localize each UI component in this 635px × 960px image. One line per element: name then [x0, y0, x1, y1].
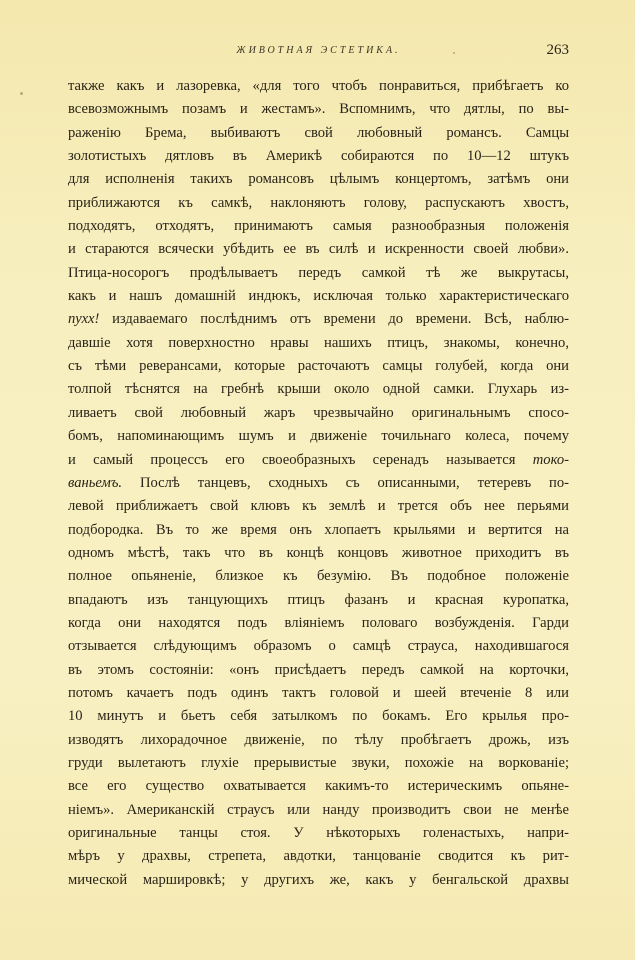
text-line	[68, 775, 569, 798]
text-segment: также какъ и лазоревка, «для того чтобъ понравиться, прибѣгаетъ ко	[68, 78, 569, 94]
text-segment: раженію Брема, выбиваютъ свой любовный романсъ. Самцы	[68, 124, 569, 141]
text-line	[68, 612, 569, 635]
text-line	[68, 402, 569, 425]
paper-speck	[20, 92, 23, 95]
text-segment: груди вылетаютъ глухіе прерывистые звуки, похожіе на воркованіе;	[68, 754, 569, 771]
text-segment: изводятъ лихорадочное движеніе, по тѣлу пробѣгаетъ дрожь, изъ	[68, 731, 569, 748]
text-segment: давшіе хотя поверхностно нравы нашихъ птицъ, знакомы, конечно,	[68, 334, 569, 351]
text-line	[68, 355, 569, 378]
text-line	[68, 472, 569, 495]
text-line	[68, 215, 569, 238]
text-line	[68, 845, 569, 868]
text-segment: полное опьяненіе, близкое къ безумію. Въ подобное положеніе	[68, 568, 569, 585]
text-line	[68, 98, 569, 121]
text-segment: Послѣ танцевъ, сходныхъ съ описанными, тетеревъ по-	[122, 474, 569, 491]
text-line	[68, 635, 569, 658]
text-segment: всевозможнымъ позамъ и жестамъ». Вспомнимъ, что дятлы, по вы-	[68, 101, 569, 118]
text-line	[68, 75, 569, 98]
text-segment: ніемъ». Американскій страусъ или нанду производитъ свои не менѣе	[68, 801, 569, 818]
text-line	[68, 659, 569, 682]
text-line	[68, 565, 569, 588]
text-segment: подбородка. Въ то же время онъ хлопаетъ крыльями и вертится на	[68, 521, 569, 538]
text-segment: для исполненія такихъ романсовъ цѣлымъ концертомъ, затѣмъ они	[68, 171, 569, 188]
text-segment: оригинальные танцы стоя. У нѣкоторыхъ голенастыхъ, напри-	[68, 825, 569, 841]
text-segment: и стараются всячески убѣдить ее въ силѣ и искренности своей любви».	[68, 241, 569, 258]
text-line	[68, 752, 569, 775]
text-segment: ливаетъ свой любовный жаръ чрезвычайно оригинальнымъ спосо-	[68, 404, 569, 421]
text-line	[68, 262, 569, 285]
text-line	[68, 425, 569, 448]
text-segment: бомъ, напоминающимъ шумъ и движеніе точильнаго колеса, почему	[68, 428, 569, 445]
text-segment: все его существо охватывается какимъ-то истерическимъ опьяне-	[68, 778, 569, 795]
text-line	[68, 332, 569, 355]
italic-term: ваньемъ.	[68, 474, 123, 491]
text-line	[68, 519, 569, 542]
text-line	[68, 682, 569, 705]
text-segment: съ тѣми реверансами, которые расточаютъ самцы голубей, когда они	[68, 358, 569, 375]
text-segment: приближаются къ самкѣ, наклоняютъ голову, распускаютъ хвостъ,	[68, 194, 569, 211]
text-segment: золотистыхъ дятловъ въ Америкѣ собираются по 10—12 штукъ	[68, 148, 569, 165]
text-line	[68, 495, 569, 518]
text-segment: подходятъ, отходятъ, принимаютъ самыя разнообразныя положенія	[68, 218, 569, 235]
text-segment: 10 минутъ и бьетъ себя затылкомъ по бокамъ. Его крылья про-	[68, 708, 569, 725]
text-segment: мѣръ у драхвы, стрепета, авдотки, танцованіе сводится къ рит-	[68, 848, 569, 865]
text-line	[68, 729, 569, 752]
text-line	[68, 869, 569, 892]
body-text	[68, 75, 569, 892]
text-segment: левой приближаетъ свой клювъ къ землѣ и трется объ нее перьями	[68, 498, 569, 515]
text-line	[68, 799, 569, 822]
italic-term: пухх!	[68, 311, 100, 328]
text-line	[68, 378, 569, 401]
text-line	[68, 122, 569, 145]
text-segment: Птица-носорогъ продѣлываетъ передъ самкой тѣ же выкрутасы,	[68, 264, 569, 281]
page-number: 263	[546, 42, 569, 58]
running-head	[68, 42, 569, 62]
text-segment: впадаютъ изъ танцующихъ птицъ фазанъ и красная куропатка,	[68, 591, 569, 608]
text-line	[68, 285, 569, 308]
text-segment: отзывается слѣдующимъ образомъ о самцѣ страуса, находившагося	[68, 638, 569, 655]
text-segment: мической маршировкѣ; у другихъ же, какъ у бенгальской драхвы	[68, 871, 569, 888]
text-line	[68, 705, 569, 728]
text-segment: когда они находятся подъ вліяніемъ половаго возбужденія. Гарди	[68, 614, 569, 631]
text-line	[68, 589, 569, 612]
text-line	[68, 238, 569, 261]
text-segment: и самый процессъ его своеобразныхъ серенадъ называется	[68, 451, 533, 468]
text-line	[68, 822, 569, 845]
paper-speck	[453, 52, 455, 54]
text-line	[68, 542, 569, 565]
italic-term: токо-	[532, 451, 569, 468]
text-segment: потомъ качаетъ подъ одинъ тактъ головой и шеей втеченіе 8 или	[68, 684, 569, 701]
text-line	[68, 308, 569, 331]
text-line	[68, 168, 569, 191]
text-line	[68, 192, 569, 215]
text-segment: какъ и нашъ домашній индюкъ, исключая только характеристическаго	[68, 288, 569, 305]
text-segment: издаваемаго послѣднимъ отъ времени до времени. Всѣ, наблю-	[99, 311, 569, 328]
text-line	[68, 449, 569, 472]
text-segment: одномъ мѣстѣ, такъ что въ концѣ концовъ животное приходитъ въ	[68, 544, 569, 561]
text-segment: толпой тѣснятся на гребнѣ крыши около одной самки. Глухарь из-	[68, 381, 569, 398]
running-title: ЖИВОТНАЯ ЭСТЕТИКА.	[236, 45, 401, 56]
text-segment: въ этомъ состояніи: «онъ присѣдаетъ передъ самкой на корточки,	[68, 661, 569, 678]
text-line	[68, 145, 569, 168]
